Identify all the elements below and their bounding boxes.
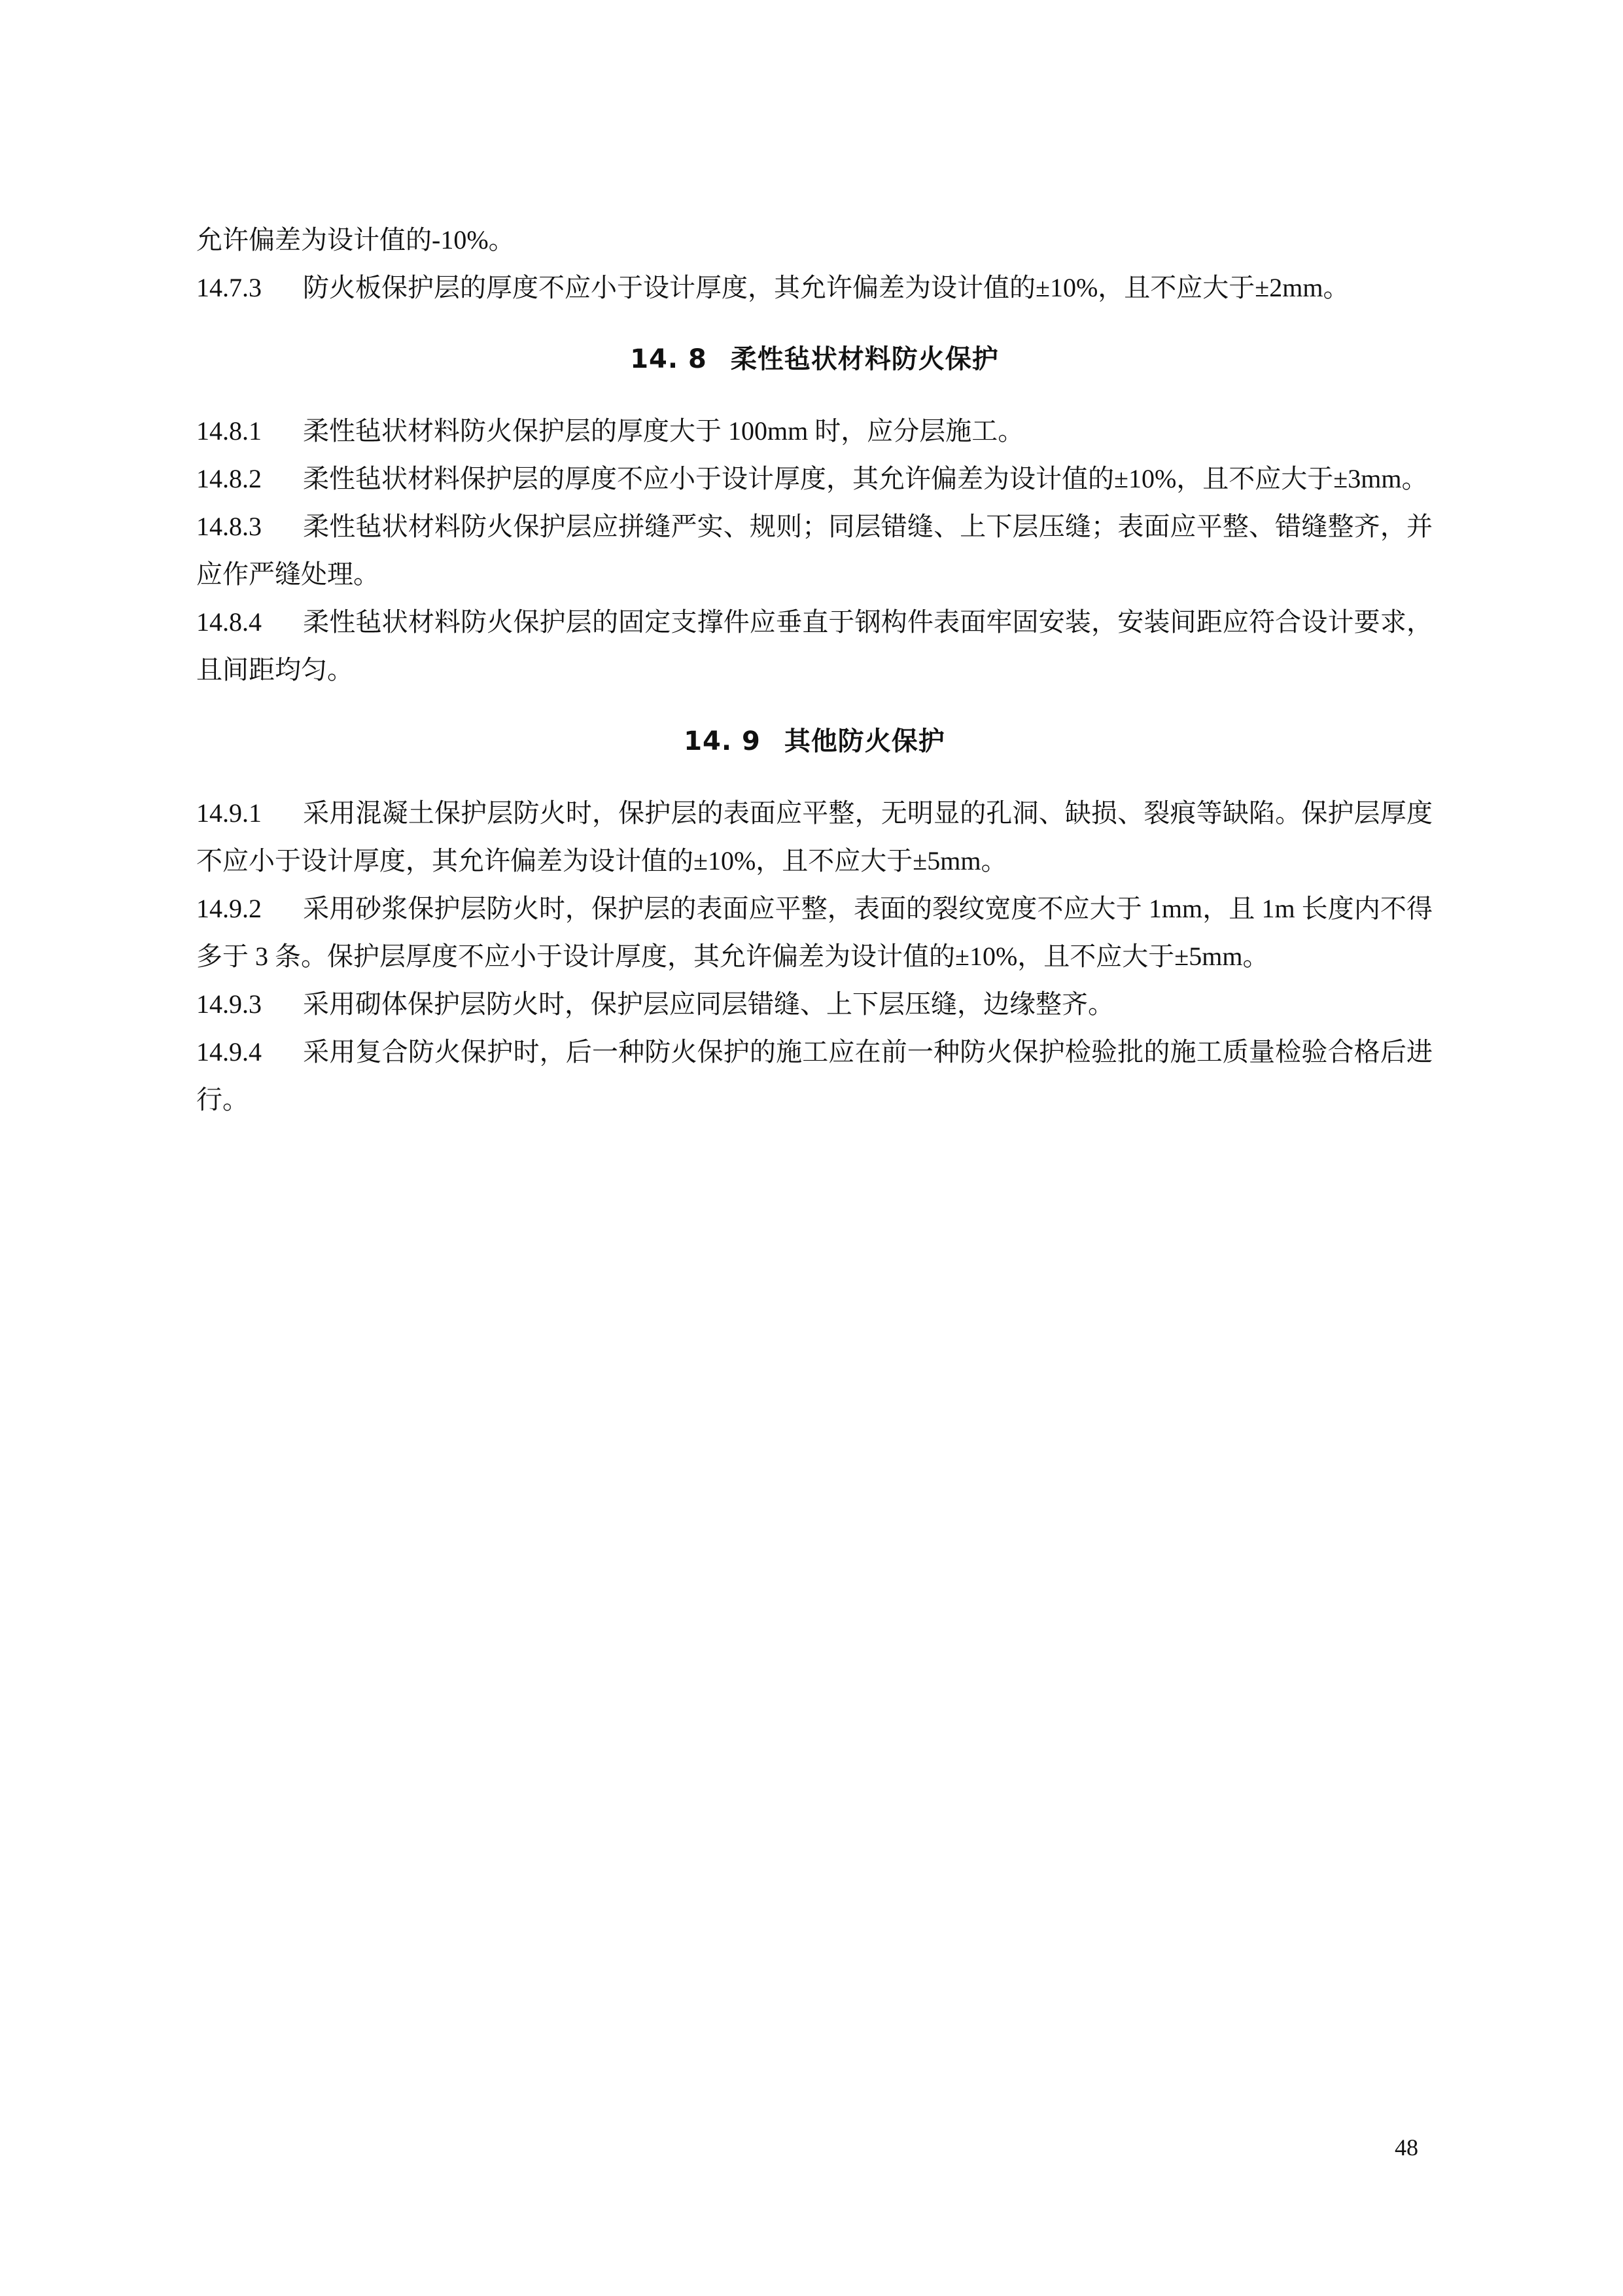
- clause-number: 14.8.4: [196, 607, 262, 637]
- clause-number: 14.9.3: [196, 989, 262, 1019]
- clause-number: 14.9.1: [196, 798, 262, 828]
- clause-14-8-1: [196, 407, 1433, 455]
- clause-text: 柔性毡状材料保护层的厚度不应小于设计厚度，其允许偏差为设计值的±10%，且不应大于±3mm。: [303, 464, 1428, 493]
- section-number: 14. 8: [630, 344, 707, 374]
- section-title: 其他防火保护: [784, 726, 945, 756]
- clause-text: 采用混凝土保护层防火时，保护层的表面应平整，无明显的孔洞、缺损、裂痕等缺陷。保护层厚度不应小于设计厚度，其允许偏差为设计值的±10%，且不应大于±5mm。: [196, 798, 1433, 875]
- clause-text: 柔性毡状材料防火保护层的固定支撑件应垂直于钢构件表面牢固安装，安装间距应符合设计要求，且间距均匀。: [196, 607, 1433, 684]
- clause-14-9-2: [196, 885, 1433, 980]
- document-page: [196, 216, 1433, 1123]
- clause-14-9-3: [196, 980, 1433, 1028]
- clause-number: 14.8.3: [196, 512, 262, 541]
- clause-text: 柔性毡状材料防火保护层应拼缝严实、规则；同层错缝、上下层压缝；表面应平整、错缝整齐，并应作严缝处理。: [196, 512, 1433, 589]
- page-number: 48: [1395, 2134, 1418, 2161]
- clause-number: 14.9.2: [196, 894, 262, 923]
- section-heading-14-9: [196, 725, 1433, 758]
- clause-14-8-3: [196, 503, 1433, 598]
- clause-number: 14.7.3: [196, 273, 262, 302]
- clause-number: 14.8.2: [196, 464, 262, 493]
- clause-14-9-4: [196, 1028, 1433, 1123]
- clause-14-7-3: [196, 264, 1433, 311]
- clause-text: 采用砂浆保护层防火时，保护层的表面应平整，表面的裂纹宽度不应大于 1mm，且 1m 长度内不得多于 3 条。保护层厚度不应小于设计厚度，其允许偏差为设计值的±10%，且不应大于±5mm。: [196, 894, 1433, 971]
- intro-text: 允许偏差为设计值的-10%。: [196, 225, 515, 255]
- section-heading-14-8: [196, 343, 1433, 376]
- section-number: 14. 9: [684, 726, 761, 756]
- clause-text: 防火板保护层的厚度不应小于设计厚度，其允许偏差为设计值的±10%，且不应大于±2mm。: [303, 273, 1350, 302]
- clause-number: 14.8.1: [196, 416, 262, 446]
- clause-14-8-2: [196, 455, 1433, 503]
- section-title: 柔性毡状材料防火保护: [730, 344, 999, 374]
- clause-text: 采用砌体保护层防火时，保护层应同层错缝、上下层压缝，边缘整齐。: [303, 989, 1114, 1019]
- clause-14-9-1: [196, 789, 1433, 885]
- clause-14-8-4: [196, 598, 1433, 694]
- intro-paragraph: [196, 216, 1433, 264]
- clause-text: 采用复合防火保护时，后一种防火保护的施工应在前一种防火保护检验批的施工质量检验合格后进行。: [196, 1037, 1433, 1114]
- clause-number: 14.9.4: [196, 1037, 262, 1067]
- clause-text: 柔性毡状材料防火保护层的厚度大于 100mm 时，应分层施工。: [303, 416, 1024, 446]
